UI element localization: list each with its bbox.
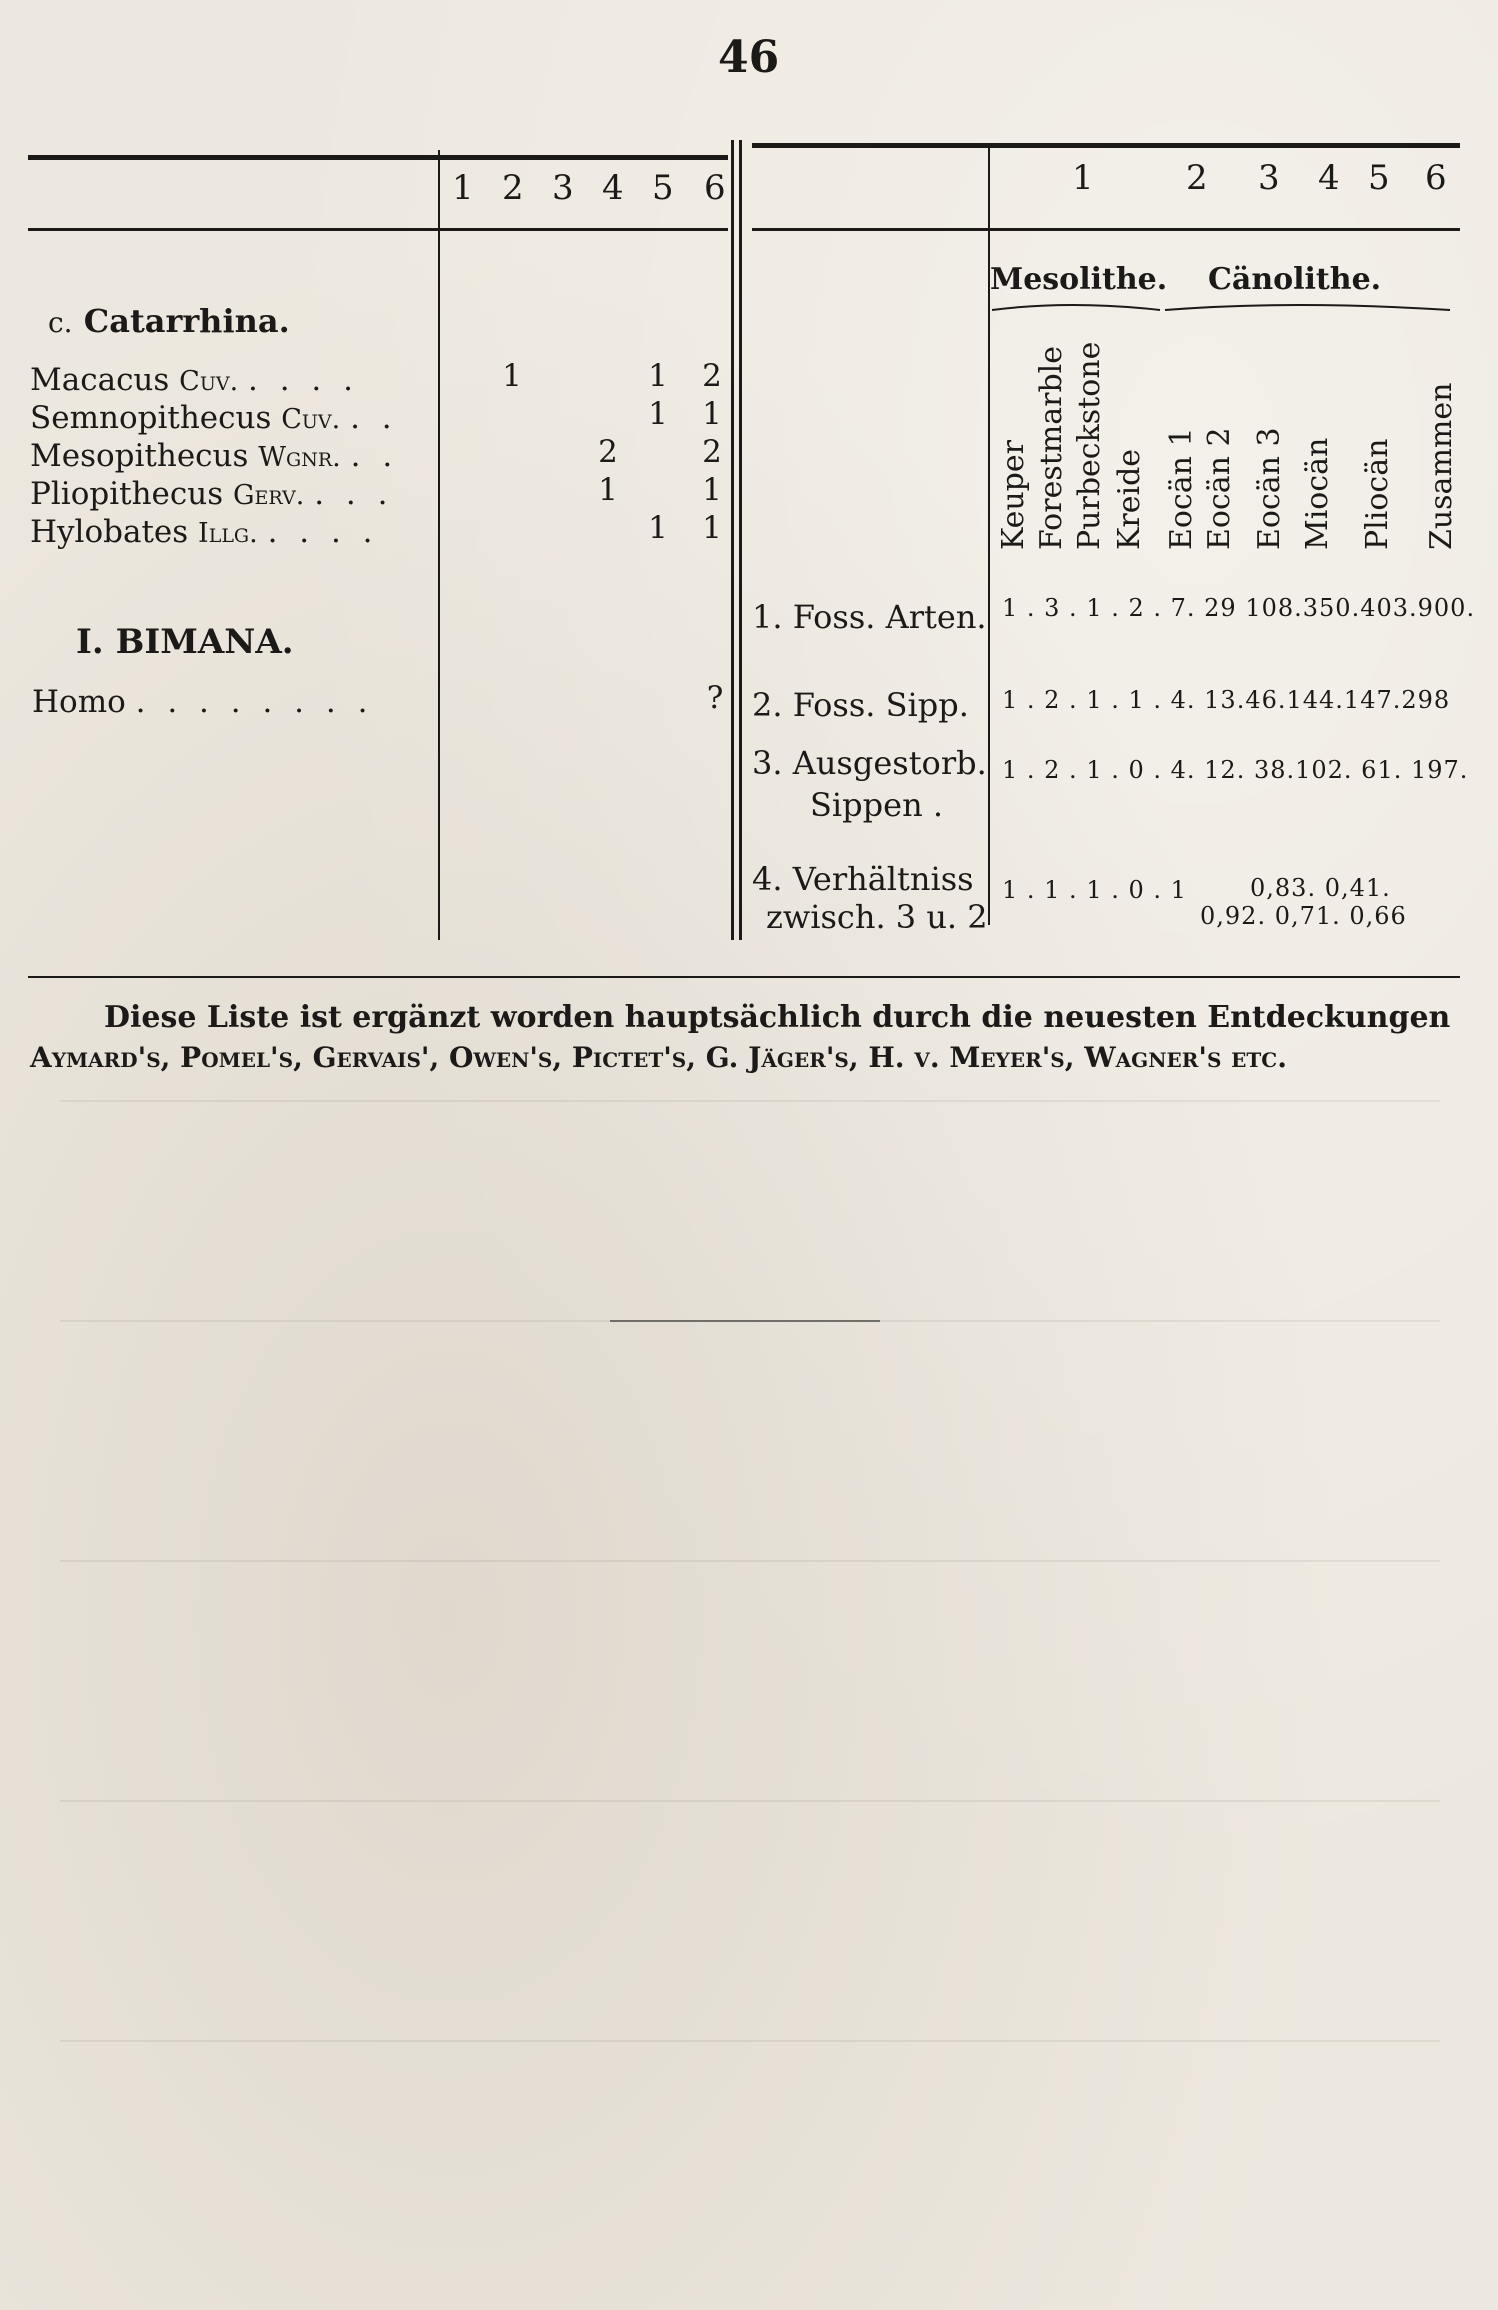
right-header-col: 6 [1425, 158, 1447, 198]
vertical-header: Kreide [1112, 448, 1147, 550]
order-title-bimana: I. BIMANA. [76, 622, 294, 662]
left-header-col: 6 [704, 168, 726, 208]
genus-row-pliopithecus [30, 476, 394, 512]
rule-header-right [752, 228, 1460, 231]
row-values-verhaeltniss-upper: 0,83. 0,41. [1250, 874, 1391, 902]
right-header-col: 1 [1072, 158, 1094, 198]
left-header-col: 2 [502, 168, 524, 208]
section-catarrhina [48, 302, 290, 340]
rule-top-left [28, 155, 728, 160]
row-label-ausgestorb: 3. Ausgestorb. [752, 744, 987, 782]
right-header-col: 5 [1368, 158, 1390, 198]
cell-value: 1 [702, 510, 722, 546]
genus-author: Cuv. [179, 366, 239, 397]
genus-name: Homo [32, 684, 126, 720]
row-values-verhaeltniss: 1 . 1 . 1 . 0 . 1 [1002, 876, 1187, 904]
rule-header-left [28, 228, 728, 231]
rule-center-b [739, 140, 742, 940]
leader-dots: . . . [314, 476, 394, 512]
cell-value: 2 [702, 434, 722, 470]
section-title: Catarrhina. [83, 302, 290, 340]
leader-dots: . . [350, 438, 399, 474]
section-prefix: c. [48, 306, 73, 339]
cell-value: 1 [702, 396, 722, 432]
genus-name: Hylobates [30, 514, 189, 550]
row-label-ausgestorb-line2: Sippen . [810, 786, 944, 824]
cell-value: 1 [598, 472, 618, 508]
genus-author: Wgnr. [258, 442, 341, 473]
bleed-line [60, 1560, 1440, 1562]
genus-row-hylobates [30, 514, 379, 550]
vertical-header: Zusammen [1424, 382, 1459, 550]
rule-left-table [438, 150, 440, 940]
genus-author: Gerv. [232, 480, 305, 511]
genus-name: Mesopithecus [30, 438, 249, 474]
cell-value: 1 [502, 358, 522, 394]
genus-row-mesopithecus [30, 438, 398, 474]
right-header-col: 3 [1258, 158, 1280, 198]
cell-value: 1 [648, 396, 668, 432]
genus-row-homo [32, 684, 373, 720]
genus-author: Cuv. [281, 404, 341, 435]
rule-bottom [28, 976, 1460, 978]
row-values-foss-sipp: 1 . 2 . 1 . 1 . 4. 13.46.144.147.298 [1002, 686, 1451, 714]
left-header-col: 5 [652, 168, 674, 208]
vertical-header: Forestmarble [1034, 345, 1069, 550]
bleed-line [60, 1100, 1440, 1102]
cell-value: 1 [702, 472, 722, 508]
vertical-header: Eocän 1 [1164, 427, 1199, 550]
genus-row-semnopithecus [30, 400, 398, 436]
vertical-header: Purbeckstone [1072, 341, 1107, 550]
cell-value: 2 [702, 358, 722, 394]
vertical-header: Pliocän [1360, 438, 1395, 550]
genus-name: Semnopithecus [30, 400, 272, 436]
row-values-verhaeltniss-lower: 0,92. 0,71. 0,66 [1200, 902, 1407, 930]
right-header-col: 4 [1318, 158, 1340, 198]
note-line-2 [30, 1040, 1470, 1075]
row-label-verhaeltniss: 4. Verhältniss [752, 860, 974, 898]
bleed-line [60, 1800, 1440, 1802]
note-line-1: Diese Liste ist ergänzt worden hauptsächlich durch die neuesten Entdeckungen [104, 1000, 1451, 1035]
genus-row-macacus [30, 362, 359, 398]
leader-dots: . . [350, 400, 398, 436]
right-header-col: 2 [1186, 158, 1208, 198]
cell-value: 1 [648, 510, 668, 546]
group-mesolithe: Mesolithe. [990, 262, 1168, 297]
row-values-ausgestorb: 1 . 2 . 1 . 0 . 4. 12. 38.102. 61. 197. [1002, 756, 1469, 784]
rule-top-right [752, 143, 1460, 148]
cell-value: ? [706, 680, 724, 716]
short-divider [610, 1320, 880, 1322]
leader-dots: . . . . [267, 514, 379, 550]
genus-name: Pliopithecus [30, 476, 224, 512]
leader-dots: . . . . . . . . [135, 684, 374, 720]
bleed-line [60, 2040, 1440, 2042]
vertical-header: Keuper [996, 440, 1031, 550]
left-header-col: 1 [452, 168, 474, 208]
note-authors: Aymard's, Pomel's, Gervais', Owen's, Pictet's, G. Jäger's, H. v. Meyer's, Wagner's etc. [30, 1041, 1287, 1074]
row-label-verhaeltniss-line2: zwisch. 3 u. 2 [766, 898, 988, 936]
left-header-col: 3 [552, 168, 574, 208]
row-label-foss-arten: 1. Foss. Arten. [752, 598, 987, 636]
rule-center-a [731, 140, 734, 940]
left-header-col: 4 [602, 168, 624, 208]
group-canolithe: Cänolithe. [1208, 262, 1382, 297]
cell-value: 1 [648, 358, 668, 394]
cell-value: 2 [598, 434, 618, 470]
vertical-header: Eocän 2 [1202, 427, 1237, 550]
vertical-header: Miocän [1300, 437, 1335, 550]
row-values-foss-arten: 1 . 3 . 1 . 2 . 7. 29 108.350.403.900. [1002, 594, 1476, 622]
page-number: 46 [718, 32, 780, 83]
row-label-foss-sipp: 2. Foss. Sipp. [752, 686, 969, 724]
genus-author: Illg. [198, 518, 258, 549]
genus-name: Macacus [30, 362, 170, 398]
vertical-header: Eocän 3 [1252, 427, 1287, 550]
leader-dots: . . . . [248, 362, 359, 398]
